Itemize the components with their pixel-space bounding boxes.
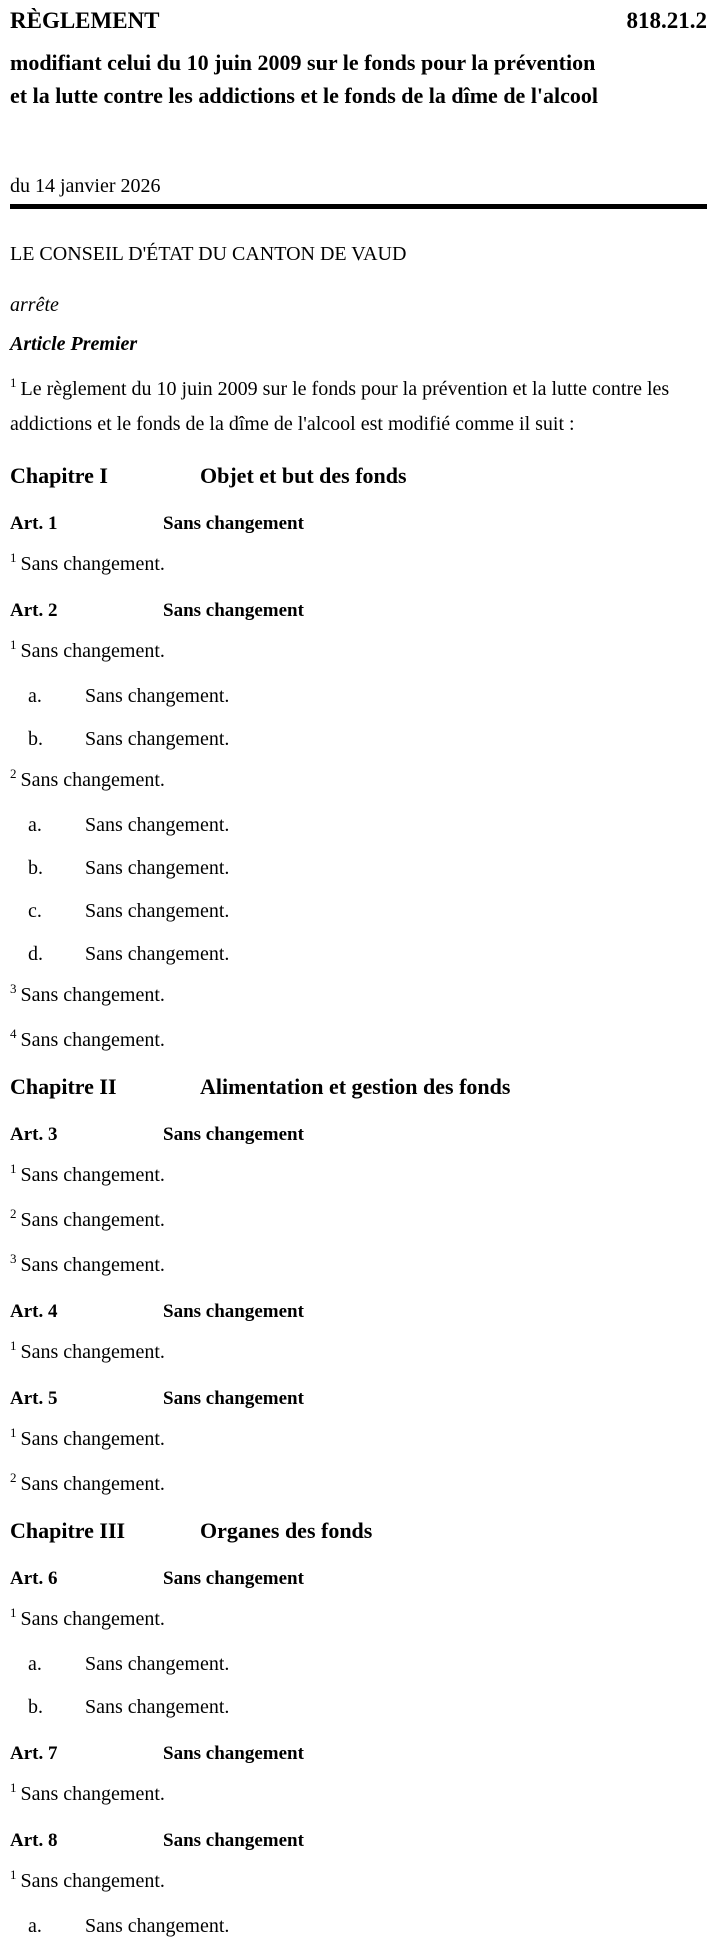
article-premier-heading: Article Premier xyxy=(10,333,138,355)
list-item-text: Sans changement. xyxy=(85,1915,230,1937)
paragraph-number: 2 xyxy=(10,1470,17,1486)
list-item-marker: d. xyxy=(28,943,43,965)
list-item-marker: b. xyxy=(28,728,43,750)
list-item-text: Sans changement. xyxy=(85,728,230,750)
article-title: Sans changement xyxy=(163,1388,304,1409)
paragraph-number: 1 xyxy=(10,637,17,653)
article-heading xyxy=(10,1566,707,1591)
paragraph-text: Sans changement. xyxy=(20,1209,165,1231)
article-title: Sans changement xyxy=(163,1743,304,1764)
chapter-heading xyxy=(10,1517,707,1545)
article-title: Sans changement xyxy=(163,513,304,534)
article-heading xyxy=(10,511,707,536)
article-heading xyxy=(10,1741,707,1766)
paragraph-text: Sans changement. xyxy=(20,1783,165,1805)
doc-date: du 14 janvier 2026 xyxy=(10,175,161,197)
list-item-text: Sans changement. xyxy=(85,685,230,707)
paragraph-number: 3 xyxy=(10,1251,17,1267)
list-item-marker: a. xyxy=(28,1915,42,1937)
article-heading xyxy=(10,1122,707,1147)
intro-paragraph xyxy=(10,372,707,442)
authority-line: LE CONSEIL D'ÉTAT DU CANTON DE VAUD xyxy=(10,243,407,265)
list-item xyxy=(10,727,707,752)
list-item-text: Sans changement. xyxy=(85,1653,230,1675)
list-item xyxy=(10,684,707,709)
chapter-title: Organes des fonds xyxy=(200,1518,373,1543)
document-body xyxy=(10,462,707,1939)
numbered-paragraph xyxy=(10,639,707,664)
list-item-marker: a. xyxy=(28,685,42,707)
chapter-title: Alimentation et gestion des fonds xyxy=(200,1074,511,1099)
article-heading xyxy=(10,1828,707,1853)
paragraph-number: 1 xyxy=(10,1161,17,1177)
numbered-paragraph xyxy=(10,552,707,577)
paragraph-number: 1 xyxy=(10,1780,17,1796)
paragraph-number: 1 xyxy=(10,1605,17,1621)
doc-number: 818.21.2 xyxy=(626,8,707,33)
article-title: Sans changement xyxy=(163,1568,304,1589)
paragraph-number: 2 xyxy=(10,1206,17,1222)
numbered-paragraph xyxy=(10,1427,707,1452)
chapter-heading xyxy=(10,462,707,490)
numbered-paragraph xyxy=(10,1340,707,1365)
list-item-marker: a. xyxy=(28,1653,42,1675)
article-title: Sans changement xyxy=(163,1124,304,1145)
enactment-word: arrête xyxy=(10,294,59,316)
list-item xyxy=(10,1914,707,1939)
paragraph-number: 1 xyxy=(10,1867,17,1883)
paragraph-text: Sans changement. xyxy=(20,1254,165,1276)
list-item xyxy=(10,1652,707,1677)
paragraph-text: Sans changement. xyxy=(20,640,165,662)
paragraph-number: 4 xyxy=(10,1026,17,1042)
paragraph-text: Sans changement. xyxy=(20,1428,165,1450)
paragraph-text: Sans changement. xyxy=(20,1473,165,1495)
doc-type-label: RÈGLEMENT xyxy=(10,8,160,33)
chapter-label: Chapitre III xyxy=(10,1518,126,1543)
article-heading xyxy=(10,1386,707,1411)
paragraph-text: Sans changement. xyxy=(20,1164,165,1186)
numbered-paragraph xyxy=(10,1782,707,1807)
numbered-paragraph xyxy=(10,768,707,793)
list-item-text: Sans changement. xyxy=(85,943,230,965)
paragraph-text: Sans changement. xyxy=(20,984,165,1006)
paragraph-text: Sans changement. xyxy=(20,1341,165,1363)
separator-rule xyxy=(10,204,707,209)
intro-paragraph-text: Le règlement du 10 juin 2009 sur le fonds pour la prévention et la lutte contre les addictions et le fonds de la dîme de l'alcool est modifié comme il suit : xyxy=(10,378,670,435)
article-label: Art. 6 xyxy=(10,1568,58,1589)
article-title: Sans changement xyxy=(163,600,304,621)
chapter-title: Objet et but des fonds xyxy=(200,463,407,488)
article-label: Art. 7 xyxy=(10,1743,58,1764)
list-item-text: Sans changement. xyxy=(85,814,230,836)
article-label: Art. 4 xyxy=(10,1301,58,1322)
numbered-paragraph xyxy=(10,1869,707,1894)
numbered-paragraph xyxy=(10,1163,707,1188)
chapter-label: Chapitre II xyxy=(10,1074,117,1099)
paragraph-number: 3 xyxy=(10,981,17,997)
list-item-text: Sans changement. xyxy=(85,1696,230,1718)
article-title: Sans changement xyxy=(163,1830,304,1851)
numbered-paragraph xyxy=(10,1472,707,1497)
numbered-paragraph xyxy=(10,1607,707,1632)
paragraph-number: 1 xyxy=(10,550,17,566)
numbered-paragraph xyxy=(10,983,707,1008)
list-item-marker: b. xyxy=(28,857,43,879)
list-item-marker: a. xyxy=(28,814,42,836)
numbered-paragraph xyxy=(10,1028,707,1053)
list-item xyxy=(10,942,707,967)
article-label: Art. 2 xyxy=(10,600,58,621)
article-label: Art. 5 xyxy=(10,1388,58,1409)
numbered-paragraph xyxy=(10,1208,707,1233)
article-label: Art. 3 xyxy=(10,1124,58,1145)
list-item-marker: c. xyxy=(28,900,42,922)
article-heading xyxy=(10,598,707,623)
paragraph-number: 1 xyxy=(10,375,17,391)
paragraph-number: 1 xyxy=(10,1425,17,1441)
paragraph-text: Sans changement. xyxy=(20,1029,165,1051)
list-item xyxy=(10,1695,707,1720)
article-title: Sans changement xyxy=(163,1301,304,1322)
list-item xyxy=(10,856,707,881)
paragraph-text: Sans changement. xyxy=(20,553,165,575)
paragraph-number: 1 xyxy=(10,1338,17,1354)
chapter-label: Chapitre I xyxy=(10,463,108,488)
paragraph-text: Sans changement. xyxy=(20,1608,165,1630)
article-label: Art. 8 xyxy=(10,1830,58,1851)
chapter-heading xyxy=(10,1073,707,1101)
article-label: Art. 1 xyxy=(10,513,58,534)
document-header xyxy=(10,8,707,442)
list-item-marker: b. xyxy=(28,1696,43,1718)
list-item xyxy=(10,899,707,924)
paragraph-text: Sans changement. xyxy=(20,769,165,791)
doc-kind-row xyxy=(10,8,707,34)
article-heading xyxy=(10,1299,707,1324)
paragraph-number: 2 xyxy=(10,766,17,782)
numbered-paragraph xyxy=(10,1253,707,1278)
list-item-text: Sans changement. xyxy=(85,900,230,922)
doc-title: modifiant celui du 10 juin 2009 sur le fonds pour la prévention et la lutte contre les addictions et le fonds de la dîme de l'alcool xyxy=(10,50,599,108)
list-item-text: Sans changement. xyxy=(85,857,230,879)
paragraph-text: Sans changement. xyxy=(20,1870,165,1892)
list-item xyxy=(10,813,707,838)
